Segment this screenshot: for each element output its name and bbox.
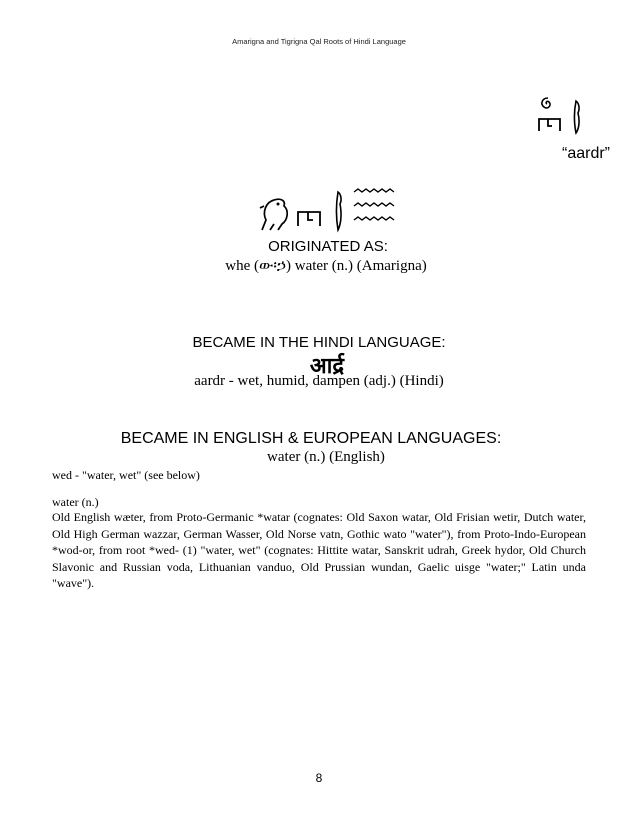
devanagari-word: आर्द्र <box>309 353 345 378</box>
hindi-heading: BECAME IN THE HINDI LANGUAGE: <box>192 334 446 351</box>
originated-line: whe (ው፡ኃ) water (n.) (Amarigna) <box>225 258 427 274</box>
hieroglyph-aardr <box>536 93 596 141</box>
originated-heading: ORIGINATED AS: <box>268 238 388 255</box>
hindi-line: aardr - wet, humid, dampen (adj.) (Hindi) <box>194 373 444 389</box>
etymology-paragraph: Old English wæter, from Proto-Germanic *watar (cognates: Old Saxon watar, Old Frisian wetir, Dutch water, Old High German wazzar, German Wasser, Old Norse vatn, Gothic wato "water"), from Proto-Indo-European *wod-or, from root *wed- (1) "water, wet" (cognates: Hittite watar, Sanskrit udrah, Greek hydor, Old Church Slavonic and Russian voda, Lithuanian vanduo, Old Prussian wundan, Gaelic uisge "water;" Latin unda "wave"). <box>52 510 586 590</box>
wed-line: wed - "water, wet" (see below) <box>52 468 200 482</box>
transliteration-label: “aardr” <box>561 145 610 162</box>
page-header: Amarigna and Tigrigna Qal Roots of Hindi Language <box>232 37 406 46</box>
english-heading: BECAME IN ENGLISH & EUROPEAN LANGUAGES: <box>120 430 502 447</box>
page-number: 8 <box>315 771 323 785</box>
english-line: water (n.) (English) <box>267 449 385 465</box>
hieroglyph-water <box>256 186 396 234</box>
water-entry-heading: water (n.) <box>52 495 99 509</box>
